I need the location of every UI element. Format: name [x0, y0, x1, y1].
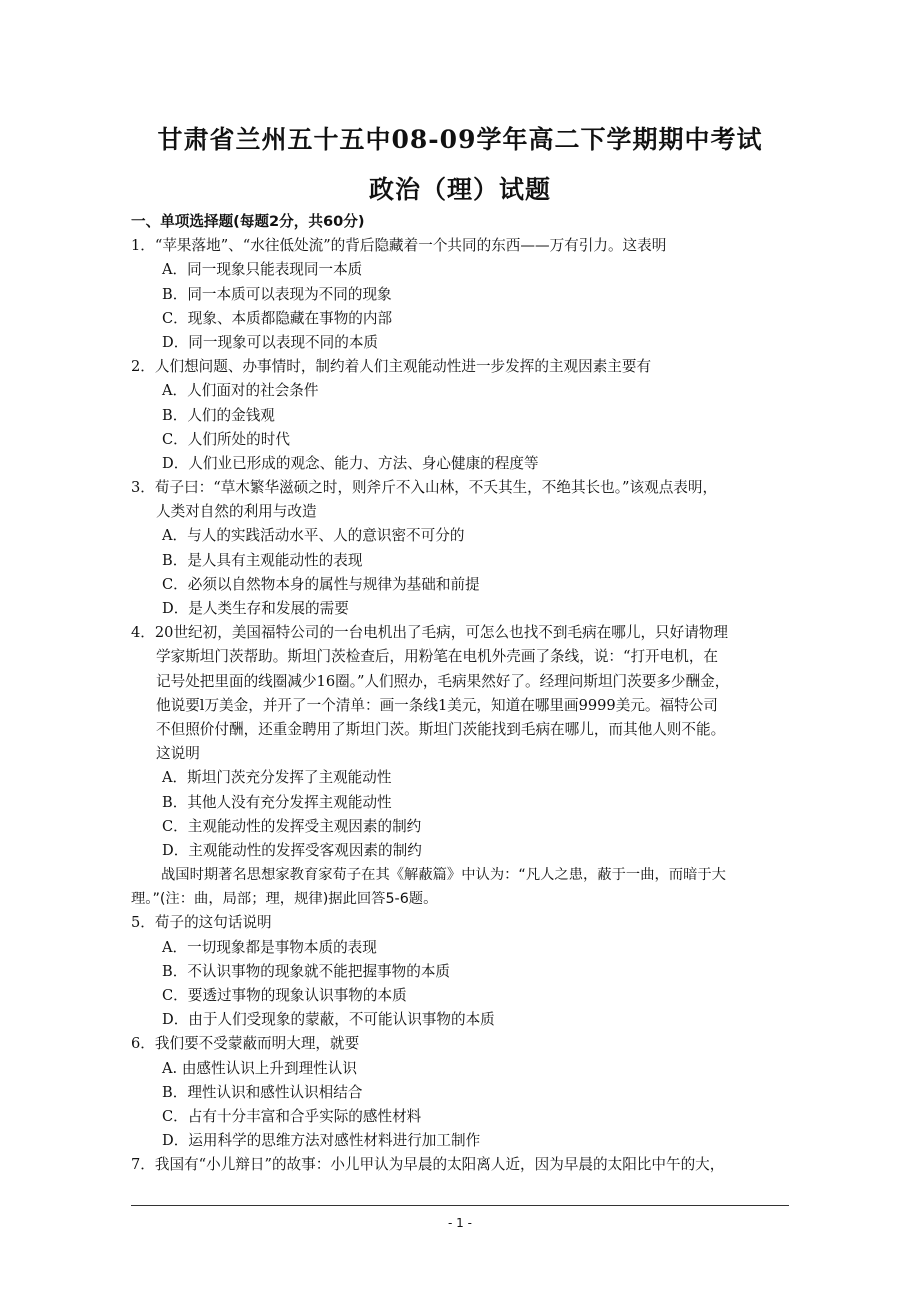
section-heading: 一、单项选择题(每题2分，共60分)	[131, 213, 365, 230]
question-stem: 5．荀子的这句话说明	[131, 914, 272, 932]
answer-option: A．人们面对的社会条件	[162, 382, 319, 400]
answer-option: C．人们所处的时代	[162, 430, 290, 448]
footer-divider	[131, 1205, 789, 1206]
question-stem: 6．我们要不受蒙蔽而明大理，就要	[131, 1035, 360, 1053]
answer-option: D．主观能动性的发挥受客观因素的制约	[162, 841, 422, 859]
answer-option: C．要透过事物的现象认识事物的本质	[162, 987, 407, 1004]
answer-option: D．由于人们受现象的蒙蔽，不可能认识事物的本质	[162, 1011, 495, 1029]
answer-option: A．一切现象都是事物本质的表现	[162, 938, 377, 956]
answer-option: C．主观能动性的发挥受主观因素的制约	[162, 817, 422, 835]
question-continuation: 这说明	[156, 745, 200, 763]
document-title-line2: 政治（理）试题	[368, 175, 551, 204]
answer-option: C．必须以自然物本身的属性与规律为基础和前提	[162, 575, 480, 593]
reading-note: 理。”(注：曲，局部；理，规律)据此回答5-6题。	[131, 891, 438, 908]
answer-option: B．其他人没有充分发挥主观能动性	[162, 793, 392, 811]
question-stem: 1．“苹果落地”、“水往低处流”的背后隐藏着一个共同的东西——万有引力。这表明	[131, 237, 667, 255]
question-continuation: 学家斯坦门茨帮助。斯坦门茨检查后，用粉笔在电机外壳画了条线，说：“打开电机，在	[156, 648, 719, 666]
answer-option: D．是人类生存和发展的需要	[162, 600, 349, 617]
answer-option: B．是人具有主观能动性的表现	[162, 551, 363, 569]
document-body	[131, 210, 801, 1178]
question-stem: 3．荀子曰：“草木繁华滋硕之时，则斧斤不入山林，不夭其生，不绝其长也。”该观点表明，	[131, 479, 718, 497]
question-continuation: 人类对自然的利用与改造	[156, 503, 317, 521]
answer-option: A．与人的实践活动水平、人的意识密不可分的	[162, 527, 465, 545]
reading-note: 战国时期著名思想家教育家荀子在其《解蔽篇》中认为：“凡人之患，蔽于一曲，而暗于大	[161, 867, 726, 884]
page-number: - 1 -	[448, 1216, 472, 1230]
question-stem: 4．20世纪初，美国福特公司的一台电机出了毛病，可怎么也找不到毛病在哪儿，只好请物理	[131, 624, 729, 642]
answer-option: C．现象、本质都隐藏在事物的内部	[162, 309, 393, 327]
answer-option: D．人们业已形成的观念、能力、方法、身心健康的程度等	[162, 454, 539, 472]
answer-option: A．同一现象只能表现同一本质	[162, 261, 363, 279]
answer-option: D．同一现象可以表现不同的本质	[162, 333, 379, 351]
question-stem: 7．我国有“小儿辩日”的故事：小儿甲认为早晨的太阳离人近，因为早晨的太阳比中午的大，	[131, 1156, 725, 1174]
question-continuation: 他说要l万美金，并开了一个清单：画一条线1美元，知道在哪里画9999美元。福特公司	[156, 696, 718, 714]
question-stem: 2．人们想问题、办事情时，制约着人们主观能动性进一步发挥的主观因素主要有	[131, 358, 652, 376]
document-title-line1: 甘肃省兰州五十五中08-09学年高二下学期期中考试	[157, 125, 763, 154]
answer-option: D．运用科学的思维方法对感性材料进行加工制作	[162, 1132, 481, 1150]
answer-option: A. 由感性认识上升到理性认识	[162, 1059, 357, 1077]
answer-option: B．理性认识和感性认识相结合	[162, 1083, 363, 1101]
answer-option: A．斯坦门茨充分发挥了主观能动性	[162, 769, 392, 787]
answer-option: B．人们的金钱观	[162, 406, 275, 424]
question-continuation: 不但照价付酬，还重金聘用了斯坦门茨。斯坦门茨能找到毛病在哪儿，而其他人则不能。	[156, 720, 726, 738]
answer-option: C．占有十分丰富和合乎实际的感性材料	[162, 1107, 422, 1125]
question-continuation: 记号处把里面的线圈减少16圈。”人们照办，毛病果然好了。经理问斯坦门茨要多少酬金，	[156, 672, 730, 690]
answer-option: B．同一本质可以表现为不同的现象	[162, 285, 392, 303]
answer-option: B．不认识事物的现象就不能把握事物的本质	[162, 962, 451, 980]
